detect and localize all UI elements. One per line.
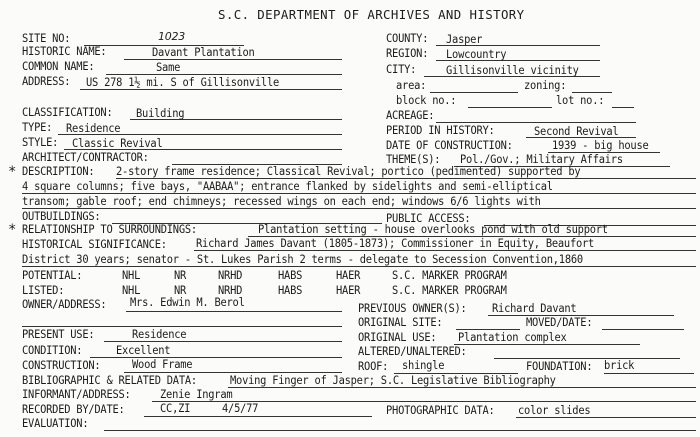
owner-label: OWNER/ADDRESS: <box>22 298 107 311</box>
form-title: S.C. DEPARTMENT OF ARCHIVES AND HISTORY <box>218 7 525 22</box>
hist-significance-rule2 <box>22 266 696 267</box>
city-label: CITY: <box>386 63 417 76</box>
relationship-value: Plantation setting - house overlooks pond with old support <box>258 223 608 236</box>
condition-label: CONDITION: <box>22 344 83 357</box>
hist-significance-line1: Richard James Davant (1805-1873); Commissioner in Equity, Beaufort <box>196 237 595 250</box>
outbuildings-label: OUTBUILDINGS: <box>22 210 101 223</box>
foundation-value: brick <box>604 359 635 372</box>
roof-label: ROOF: <box>358 360 389 373</box>
bibliographic-line <box>228 387 696 388</box>
foundation-line <box>604 373 694 374</box>
bibliographic-value: Moving Finger of Jasper; S.C. Legislative Bibliography <box>230 374 556 387</box>
condition-line <box>90 357 342 358</box>
bibliographic-label: BIBLIOGRAPHIC & RELATED DATA: <box>22 374 197 387</box>
region-label: REGION: <box>386 47 429 60</box>
county-value: Jasper <box>446 33 483 46</box>
description-line3: transom; gable roof; end chimneys; recessed wings on each end; windows 6/6 lights with <box>22 195 541 208</box>
potential-habs: HABS <box>278 269 303 282</box>
construction-value: Wood Frame <box>132 358 193 371</box>
potential-nr: NR <box>174 269 187 282</box>
informant-label: INFORMANT/ADDRESS: <box>22 388 131 401</box>
listed-marker: S.C. MARKER PROGRAM <box>392 284 507 297</box>
period-value: Second Revival <box>534 125 619 138</box>
common-name-value: Same <box>156 61 181 74</box>
listed-nhl: NHL <box>122 284 141 297</box>
informant-value: Zenie Ingram <box>160 388 233 401</box>
common-name-label: COMMON NAME: <box>22 60 95 73</box>
architect-label: ARCHITECT/CONTRACTOR: <box>22 151 149 164</box>
zoning-line <box>572 92 612 93</box>
city-value: Gillisonville vicinity <box>446 64 579 77</box>
address-line <box>80 89 342 90</box>
description-asterisk: * <box>8 164 17 180</box>
foundation-label: FOUNDATION: <box>526 360 593 373</box>
site-no-value: 1023 <box>158 30 185 43</box>
relationship-asterisk: * <box>8 222 17 238</box>
owner-value: Mrs. Edwin M. Berol <box>130 296 245 309</box>
potential-nhl: NHL <box>122 269 141 282</box>
lot-no-label: lot no.: <box>556 94 605 107</box>
themes-label: THEME(S): <box>386 153 441 166</box>
historic-name-value: Davant Plantation <box>152 46 255 59</box>
historic-name-line <box>124 59 342 60</box>
public-access-label: PUBLIC ACCESS: <box>386 212 471 225</box>
listed-nr: NR <box>174 284 187 297</box>
moved-date-line <box>602 329 684 330</box>
description-line1: 2-story frame residence; Classical Revival; portico (pedimented) supported by <box>116 165 581 178</box>
classification-label: CLASSIFICATION: <box>22 106 113 119</box>
photographic-value: color slides <box>518 404 591 417</box>
potential-nrhd: NRHD <box>218 269 243 282</box>
photographic-line <box>516 417 696 418</box>
owner-line <box>126 311 342 312</box>
description-label: DESCRIPTION: <box>22 165 95 178</box>
acreage-label: ACREAGE: <box>386 109 435 122</box>
hist-significance-label: HISTORICAL SIGNIFICANCE: <box>22 238 167 251</box>
listed-label: LISTED: <box>22 284 65 297</box>
construction-line <box>124 372 342 373</box>
description-line2: 4 square columns; five bays, "AABAA"; entrance flanked by sidelights and semi-elliptical <box>22 180 553 193</box>
condition-value: Excellent <box>116 344 171 357</box>
hist-significance-rule1 <box>194 250 696 251</box>
listed-haer: HAER <box>336 284 361 297</box>
style-value: Classic Revival <box>72 137 163 150</box>
potential-marker: S.C. MARKER PROGRAM <box>392 269 507 282</box>
original-site-line <box>456 329 520 330</box>
present-use-line <box>104 341 342 342</box>
type-label: TYPE: <box>22 121 53 134</box>
photographic-label: PHOTOGRAPHIC DATA: <box>386 404 495 417</box>
recorded-by-line <box>144 416 372 417</box>
previous-owners-value: Richard Davant <box>492 302 577 315</box>
previous-owners-label: PREVIOUS OWNER(S): <box>358 302 467 315</box>
evaluation-label: EVALUATION: <box>22 417 89 430</box>
common-name-line <box>106 74 342 75</box>
type-value: Residence <box>66 122 121 135</box>
recorded-by-value: CC,ZI <box>160 402 191 415</box>
altered-line <box>494 358 680 359</box>
altered-label: ALTERED/UNALTERED: <box>358 345 467 358</box>
date-construction-label: DATE OF CONSTRUCTION: <box>386 139 513 152</box>
potential-haer: HAER <box>336 269 361 282</box>
site-no-label: SITE NO: <box>22 32 71 45</box>
original-use-label: ORIGINAL USE: <box>358 331 437 344</box>
owner-line-2 <box>22 326 342 327</box>
historic-name-label: HISTORIC NAME: <box>22 45 107 58</box>
recorded-date-value: 4/5/77 <box>222 402 259 415</box>
original-use-line <box>454 344 640 345</box>
themes-value: Pol./Gov.; Military Affairs <box>460 153 623 166</box>
block-no-label: block no.: <box>396 94 457 107</box>
address-value: US 278 1½ mi. S of Gillisonville <box>86 76 280 89</box>
construction-label: CONSTRUCTION: <box>22 359 101 372</box>
evaluation-line <box>104 430 696 431</box>
original-site-label: ORIGINAL SITE: <box>358 316 443 329</box>
date-construction-value: 1939 - big house <box>552 139 649 152</box>
description-rule2 <box>22 193 696 194</box>
area-line <box>430 92 518 93</box>
listed-nrhd: NRHD <box>218 284 243 297</box>
address-label: ADDRESS: <box>22 75 71 88</box>
block-no-line <box>468 107 552 108</box>
region-value: Lowcountry <box>446 48 507 61</box>
hist-significance-line2: District 30 years; senator - St. Lukes Parish 2 terms - delegate to Secession Convention,1860 <box>22 253 583 266</box>
period-label: PERIOD IN HISTORY: <box>386 124 495 137</box>
present-use-label: PRESENT USE: <box>22 328 95 341</box>
original-use-value: Plantation complex <box>458 331 567 344</box>
moved-date-label: MOVED/DATE: <box>526 316 593 329</box>
roof-value: shingle <box>402 359 445 372</box>
recorded-by-label: RECORDED BY/DATE: <box>22 403 125 416</box>
description-rule3 <box>22 208 696 209</box>
present-use-value: Residence <box>132 328 187 341</box>
potential-label: POTENTIAL: <box>22 269 83 282</box>
zoning-label: zoning: <box>524 79 567 92</box>
description-rule1 <box>116 178 696 179</box>
listed-habs: HABS <box>278 284 303 297</box>
relationship-label: RELATIONSHIP TO SURROUNDINGS: <box>22 223 197 236</box>
area-label: area: <box>396 79 427 92</box>
acreage-line <box>436 122 636 123</box>
style-label: STYLE: <box>22 136 59 149</box>
classification-value: Building <box>136 107 185 120</box>
county-label: COUNTY: <box>386 32 429 45</box>
lot-no-line <box>612 107 634 108</box>
